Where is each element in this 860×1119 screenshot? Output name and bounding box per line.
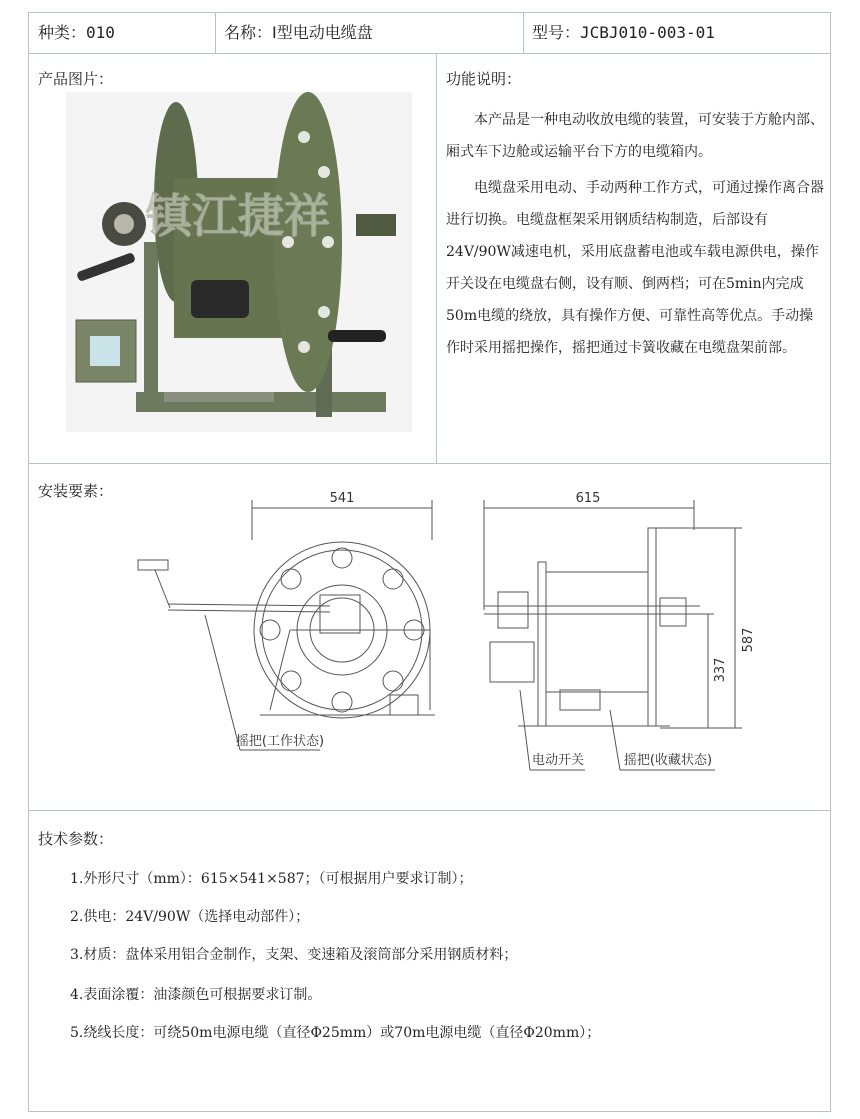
side-view-drawing [470, 480, 760, 780]
product-photo-label: 产品图片： [38, 70, 114, 88]
function-paragraph-2: 电缆盘采用电动、手动两种工作方式，可通过操作离合器进行切换。电缆盘框架采用钢质结构制造，后部设有24V/90W减速电机，采用底盘蓄电池或车载电源供电，操作开关设在电缆盘右侧，设有顺、倒两档；可在5min内完成50m电缆的绕放，具有操作方便、可靠性高等优点。手动操作时采用摇把操作，摇把通过卡簧收藏在电缆盘架前部。 [446, 180, 824, 356]
spec-item-power: 2.供电：24V/90W（选择电动部件）； [70, 909, 310, 925]
spec-item-cable-length: 5.绕线长度：可绕50m电源电缆（直径Φ25mm）或70m电源电缆（直径Φ20mm）； [70, 1025, 601, 1041]
model-number-cell: 型号：JCBJ010-003-01 [532, 23, 715, 42]
specs-label: 技术参数： [38, 830, 114, 848]
side-width-dimension: 615 [575, 491, 601, 506]
product-watermark: 镇江捷祥 [146, 189, 330, 243]
photo-section-divider [28, 463, 831, 464]
drawing-section-divider [28, 810, 831, 811]
crank-stowed-label: 摇把(收藏状态) [623, 753, 713, 768]
spec-item-coating: 4.表面涂覆：油漆颜色可根据要求订制。 [70, 987, 322, 1003]
product-name-cell: 名称：Ⅰ型电动电缆盘 [224, 23, 373, 42]
electric-switch-label: 电动开关 [531, 753, 585, 768]
function-label: 功能说明： [446, 70, 522, 88]
function-paragraph-1: 本产品是一种电动收放电缆的装置，可安装于方舱内部、厢式车下边舱或运输平台下方的电缆箱内。 [446, 112, 824, 160]
installation-label: 安装要素： [38, 482, 114, 500]
header-col-divider-1 [215, 12, 216, 53]
axle-height-dimension: 337 [713, 657, 728, 683]
photo-desc-divider [436, 53, 437, 463]
category-cell: 种类：010 [38, 23, 115, 42]
spec-item-dimensions: 1.外形尺寸（mm）：615×541×587；（可根据用户要求订制）； [70, 871, 473, 887]
front-view-drawing [130, 480, 450, 780]
crank-working-label: 摇把(工作状态) [235, 734, 325, 749]
header-col-divider-2 [523, 12, 524, 53]
header-divider [28, 53, 831, 54]
overall-height-dimension: 587 [741, 627, 756, 653]
front-width-dimension: 541 [329, 491, 355, 506]
spec-item-material: 3.材质：盘体采用铝合金制作，支架、变速箱及滚筒部分采用钢质材料； [70, 947, 518, 963]
product-photo [66, 92, 412, 432]
function-description [446, 104, 824, 368]
